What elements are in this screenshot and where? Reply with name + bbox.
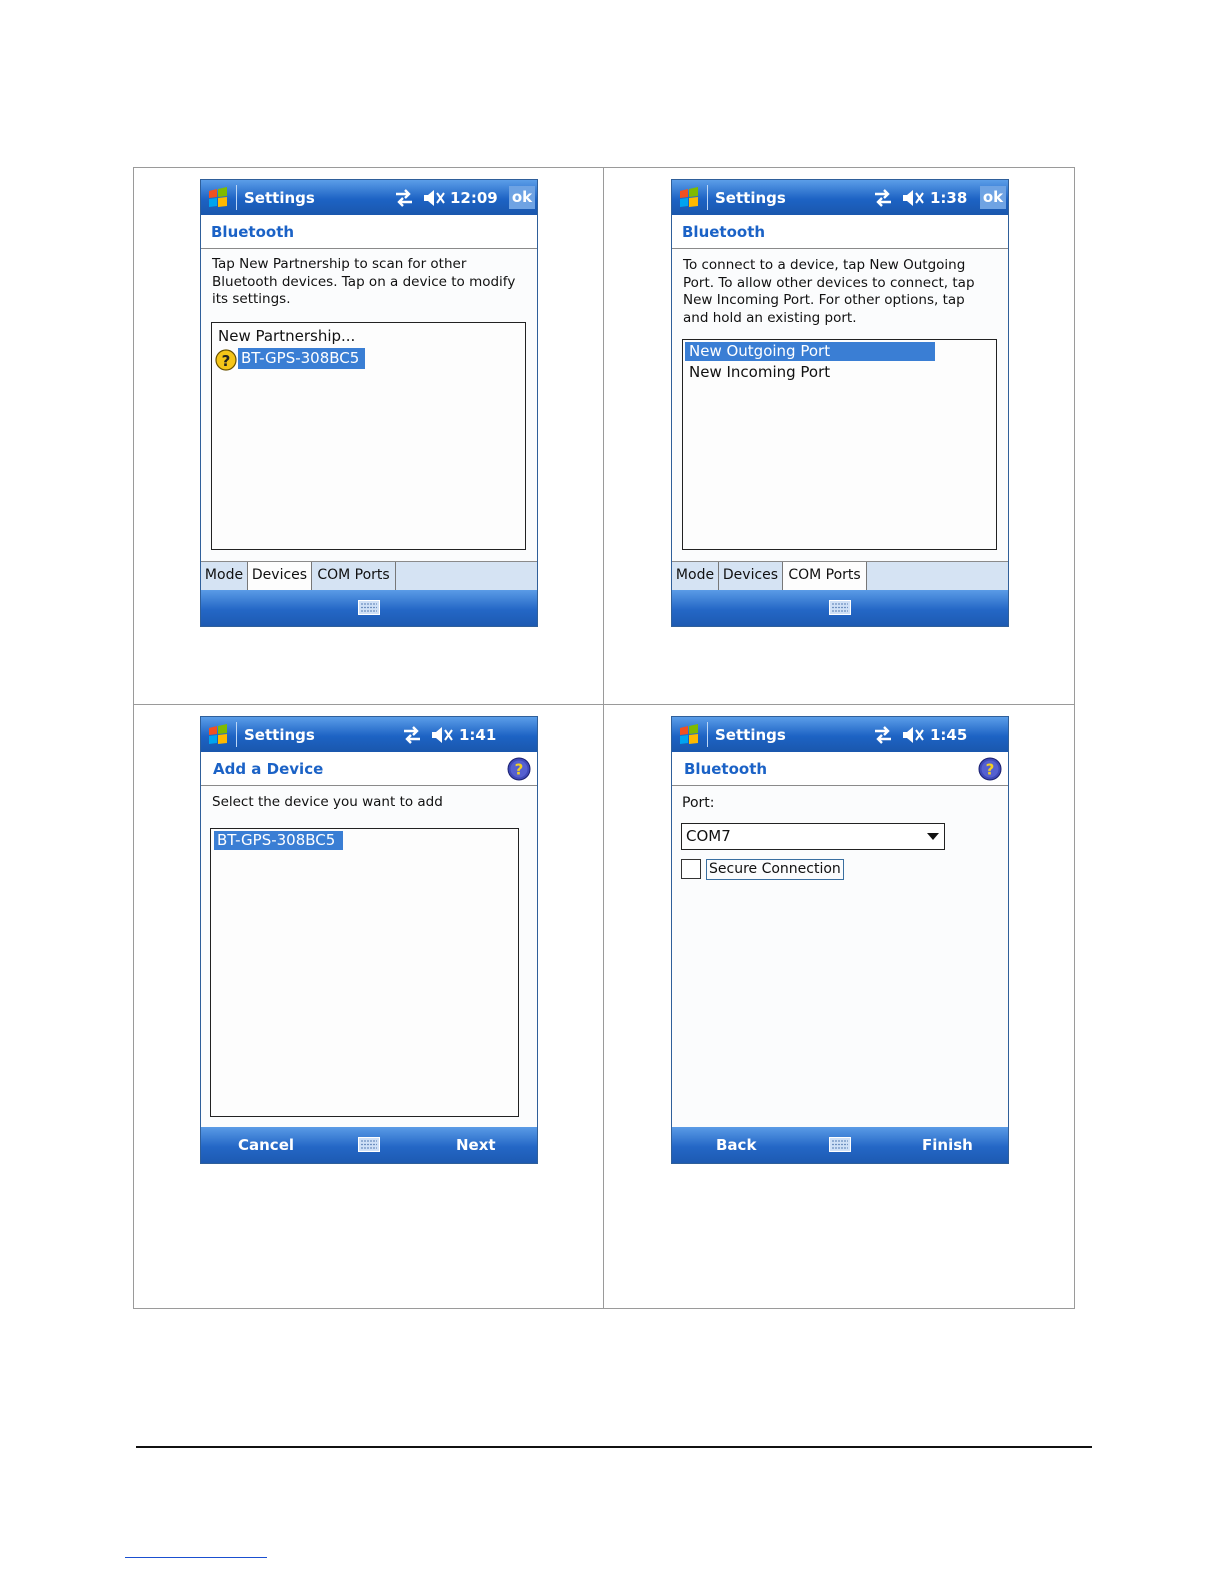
question-icon [215,349,237,371]
list-item-new-incoming-port[interactable]: New Incoming Port [689,363,831,381]
page-header [201,752,537,786]
clock[interactable]: 1:41 [459,726,497,744]
ok-button[interactable]: ok [980,186,1006,209]
footer-link-underline [125,1557,267,1558]
page-header [672,215,1008,249]
port-list[interactable] [682,339,997,550]
cancel-button[interactable]: Cancel [238,1136,295,1154]
title-separator [236,722,237,747]
windows-start-icon[interactable] [206,186,230,210]
windows-start-icon[interactable] [206,723,230,747]
title-separator [236,185,237,210]
soft-key-bar [672,590,1008,626]
list-item-bt-gps-device[interactable]: BT-GPS-308BC5 [214,831,343,850]
screen-add-a-device [200,716,538,1164]
ok-button[interactable]: ok [509,186,535,209]
soft-key-bar [672,1127,1008,1163]
title-bar [672,180,1008,215]
next-button[interactable]: Next [456,1136,496,1154]
windows-start-icon[interactable] [677,186,701,210]
tab-bar [201,561,537,592]
svg-text:?: ? [514,760,524,779]
page-title: Bluetooth [211,223,295,241]
port-label: Port: [682,795,715,811]
window-title[interactable]: Settings [244,726,315,744]
device-list[interactable] [210,828,519,1117]
windows-start-icon[interactable] [677,723,701,747]
tab-com-ports[interactable]: COM Ports [312,562,396,591]
finish-button[interactable]: Finish [922,1136,973,1154]
soft-key-bar [201,1127,537,1163]
page-title: Add a Device [213,760,324,778]
keyboard-icon[interactable] [358,1137,380,1152]
window-title[interactable]: Settings [715,726,786,744]
footer-rule [136,1446,1092,1448]
volume-muted-icon[interactable] [901,187,925,209]
screen-bluetooth-devices [200,179,538,627]
tab-devices[interactable]: Devices [248,562,312,592]
secure-connection-label[interactable]: Secure Connection [706,859,844,880]
help-icon[interactable] [978,757,1002,781]
title-bar [201,180,537,215]
instructions-text: To connect to a device, tap New Outgoing Port. To allow other devices to connect, tap New Incoming Port. For other options, tap and hold an existing port. [683,257,975,326]
help-icon[interactable] [507,757,531,781]
volume-muted-icon[interactable] [422,187,446,209]
window-title[interactable]: Settings [715,189,786,207]
svg-text:?: ? [985,760,995,779]
port-dropdown[interactable] [681,823,945,850]
clock[interactable]: 1:38 [930,189,968,207]
volume-muted-icon[interactable] [430,724,454,746]
title-separator [707,185,708,210]
tab-bar [672,561,1008,592]
clock[interactable]: 1:45 [930,726,968,744]
svg-text:?: ? [221,352,231,370]
keyboard-icon[interactable] [829,1137,851,1152]
volume-muted-icon[interactable] [901,724,925,746]
table-divider-horizontal [133,704,1075,705]
back-button[interactable]: Back [716,1136,757,1154]
connectivity-icon[interactable] [393,188,415,208]
page-title: Bluetooth [684,760,768,778]
screen-bluetooth-port-settings [671,716,1009,1164]
screen-bluetooth-com-ports [671,179,1009,627]
page-header [672,752,1008,786]
device-list[interactable] [211,322,526,550]
tab-devices[interactable]: Devices [719,562,783,591]
list-item-new-partnership[interactable]: New Partnership... [218,327,356,345]
tab-com-ports[interactable]: COM Ports [783,562,867,592]
title-separator [707,722,708,747]
window-title[interactable]: Settings [244,189,315,207]
instructions-text: Tap New Partnership to scan for other Bluetooth devices. Tap on a device to modify its settings. [212,256,516,307]
keyboard-icon[interactable] [829,600,851,615]
title-bar [672,717,1008,752]
soft-key-bar [201,590,537,626]
connectivity-icon[interactable] [872,188,894,208]
dropdown-arrow-icon[interactable] [927,833,939,841]
list-item-new-outgoing-port[interactable]: New Outgoing Port [685,342,935,361]
table-divider-vertical [603,167,604,1309]
connectivity-icon[interactable] [401,725,423,745]
page-header [201,215,537,249]
title-bar [201,717,537,752]
tab-mode[interactable]: Mode [672,562,719,591]
instructions-text: Select the device you want to add [212,794,443,810]
page-title: Bluetooth [682,223,766,241]
keyboard-icon[interactable] [358,600,380,615]
connectivity-icon[interactable] [872,725,894,745]
port-value: COM7 [686,827,731,845]
tab-mode[interactable]: Mode [201,562,248,591]
list-item-bt-gps-device[interactable]: BT-GPS-308BC5 [238,348,365,369]
secure-connection-checkbox[interactable] [681,859,701,879]
clock[interactable]: 12:09 [450,189,498,207]
